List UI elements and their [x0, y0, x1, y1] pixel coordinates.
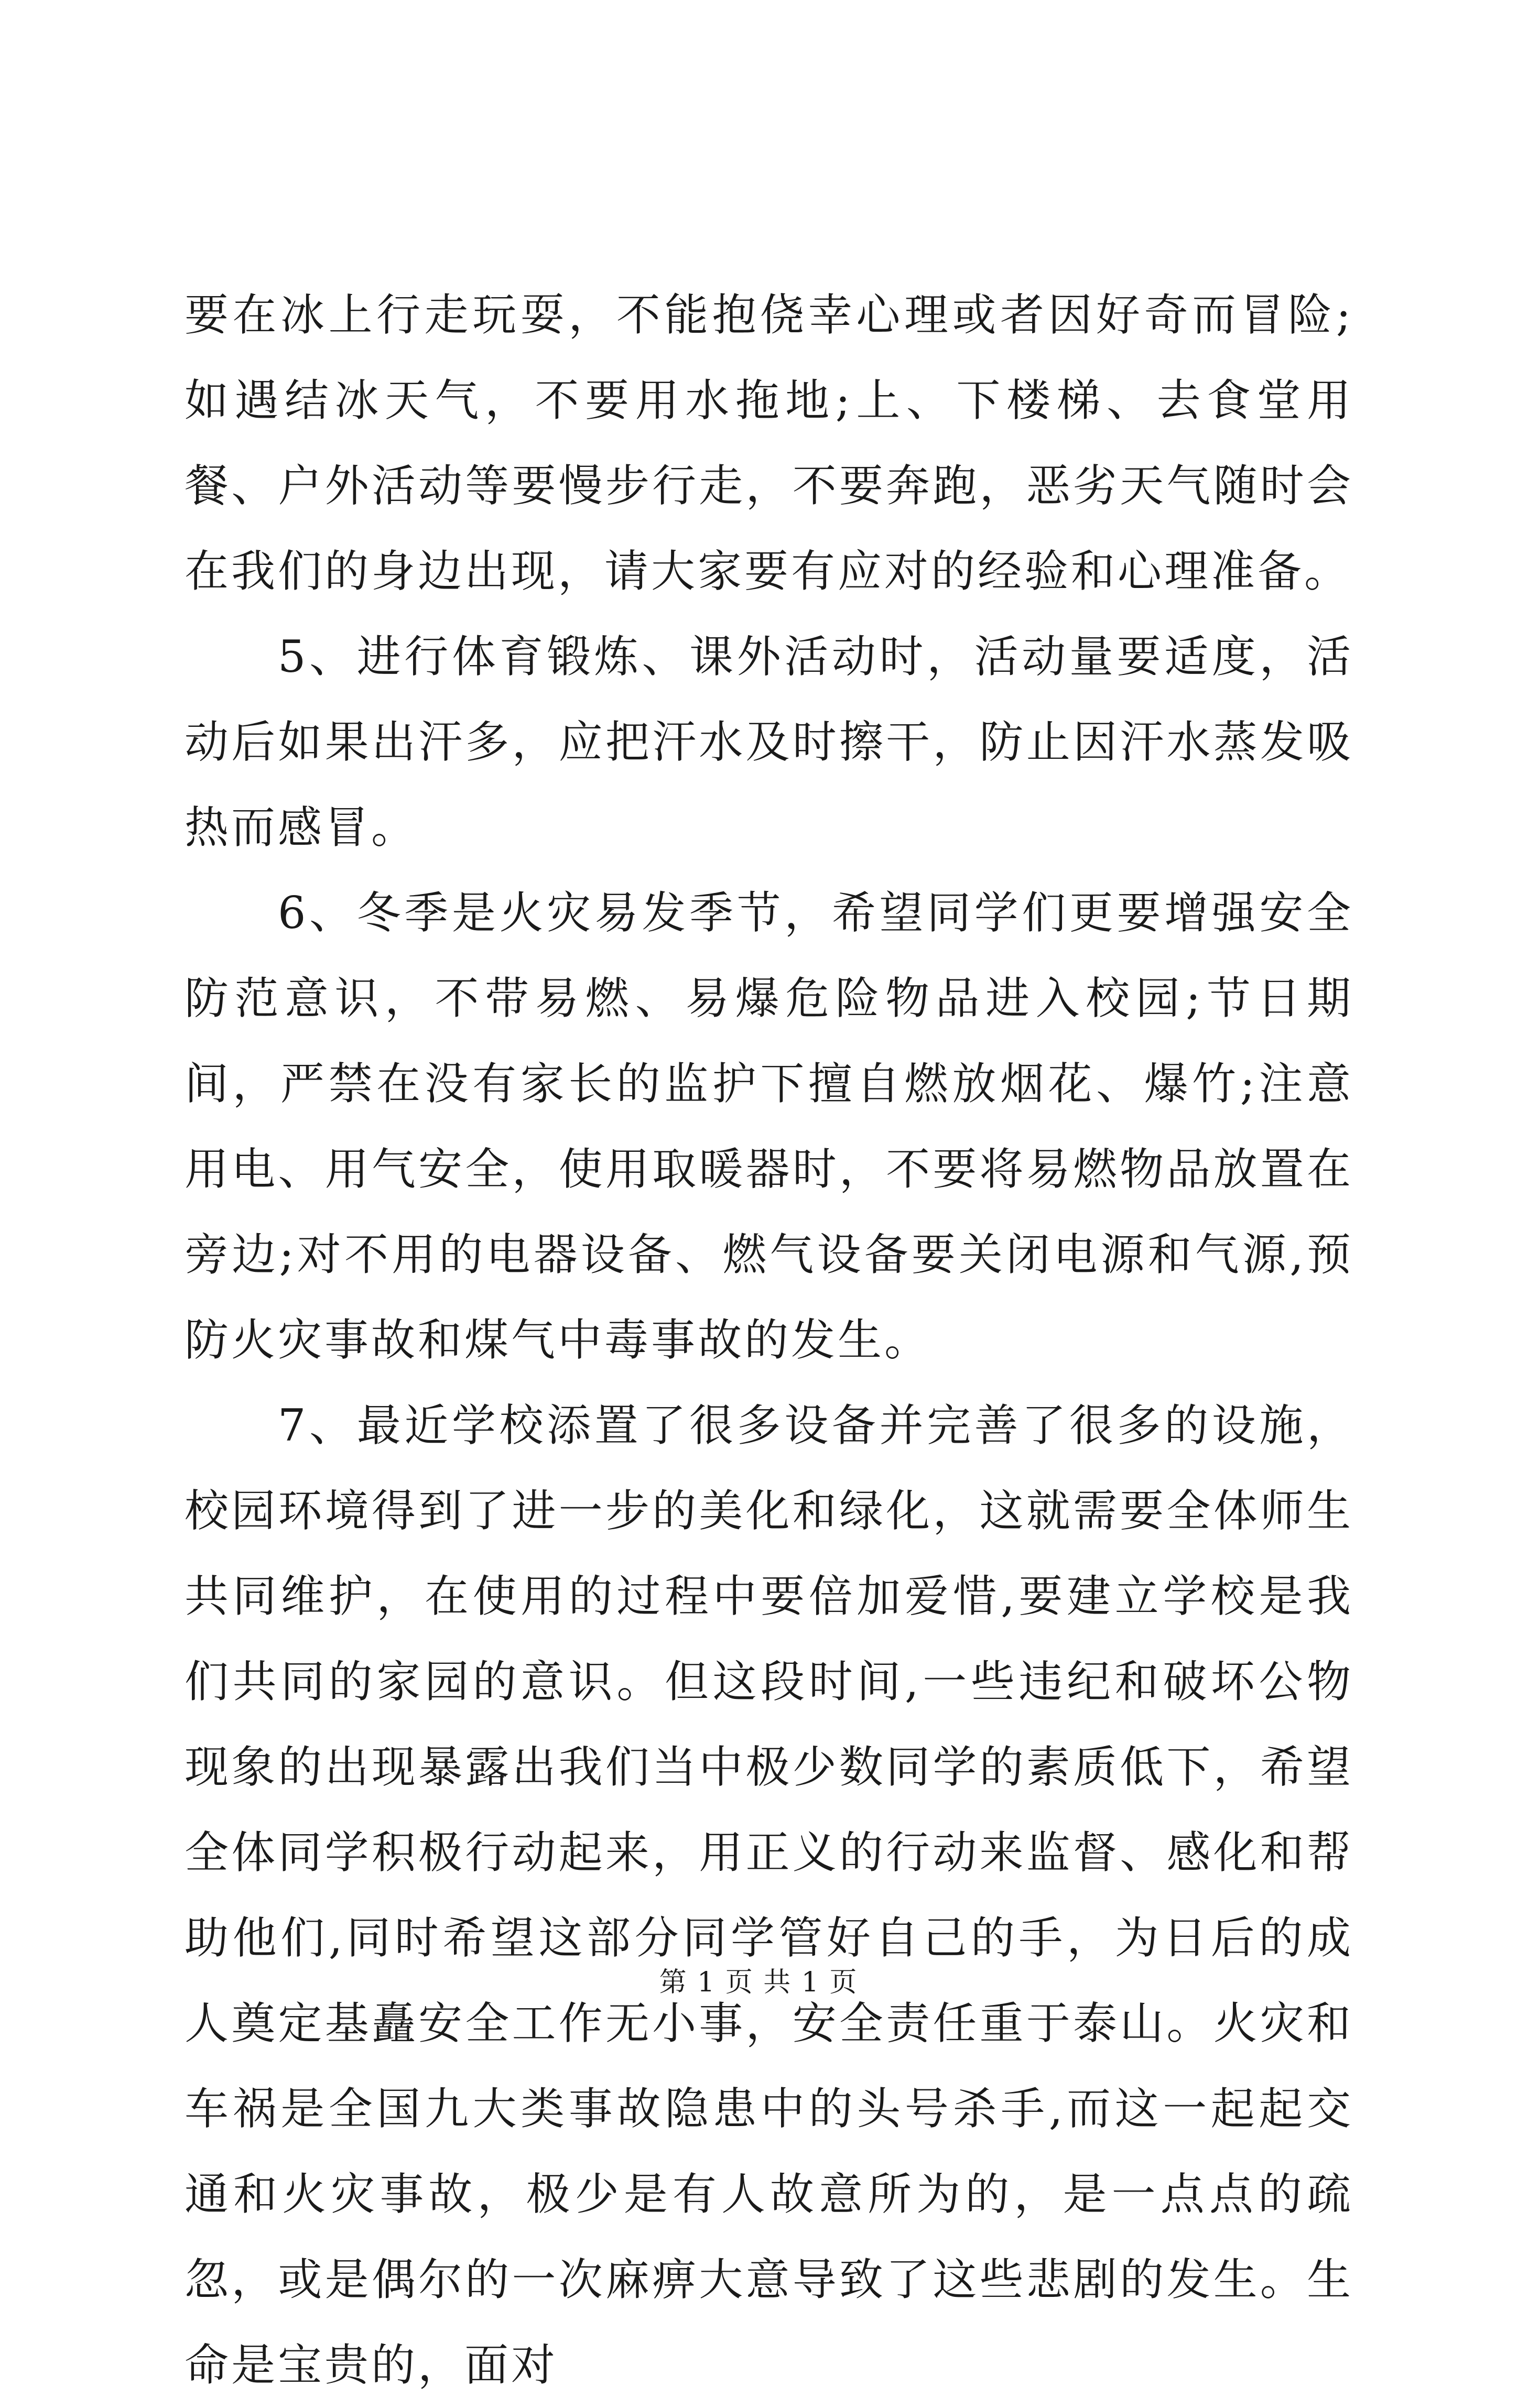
paragraph-item-6: 6、冬季是火灾易发季节，希望同学们更要增强安全防范意识，不带易燃、易爆危险物品进入校园;节日期间，严禁在没有家长的监护下擅自燃放烟花、爆竹;注意用电、用气安全，使用取暖器时，不要将易燃物品放置在旁边;对不用的电器设备、燃气设备要关闭电源和气源,预防火灾事故和煤气中毒事故的发生。	[185, 887, 1353, 1366]
document-body	[185, 273, 1353, 2408]
paragraph-item-5: 5、进行体育锻炼、课外活动时，活动量要适度，活动后如果出汗多，应把汗水及时擦干，防止因汗水蒸发吸热而感冒。	[185, 631, 1353, 853]
paragraph-continuation: 要在冰上行走玩耍，不能抱侥幸心理或者因好奇而冒险;如遇结冰天气，不要用水拖地;上、下楼梯、去食堂用餐、户外活动等要慢步行走，不要奔跑，恶劣天气随时会在我们的身边出现，请大家要有应对的经验和心理准备。	[185, 289, 1353, 597]
page-footer: 第 1 页 共 1 页	[659, 1967, 858, 1998]
paragraph-item-7: 7、最近学校添置了很多设备并完善了很多的设施，校园环境得到了进一步的美化和绿化，这就需要全体师生共同维护，在使用的过程中要倍加爱惜,要建立学校是我们共同的家园的意识。但这段时间,一些违纪和破坏公物现象的出现暴露出我们当中极少数同学的素质低下，希望全体同学积极行动起来，用正义的行动来监督、感化和帮助他们,同时希望这部分同学管好自己的手，为日后的成人奠定基矗安全工作无小事，安全责任重于泰山。火灾和车祸是全国九大类事故隐患中的头号杀手,而这一起起交通和火灾事故，极少是有人故意所为的，是一点点的疏忽，或是偶尔的一次麻痹大意导致了这些悲剧的发生。生命是宝贵的，面对	[185, 1400, 1353, 2391]
